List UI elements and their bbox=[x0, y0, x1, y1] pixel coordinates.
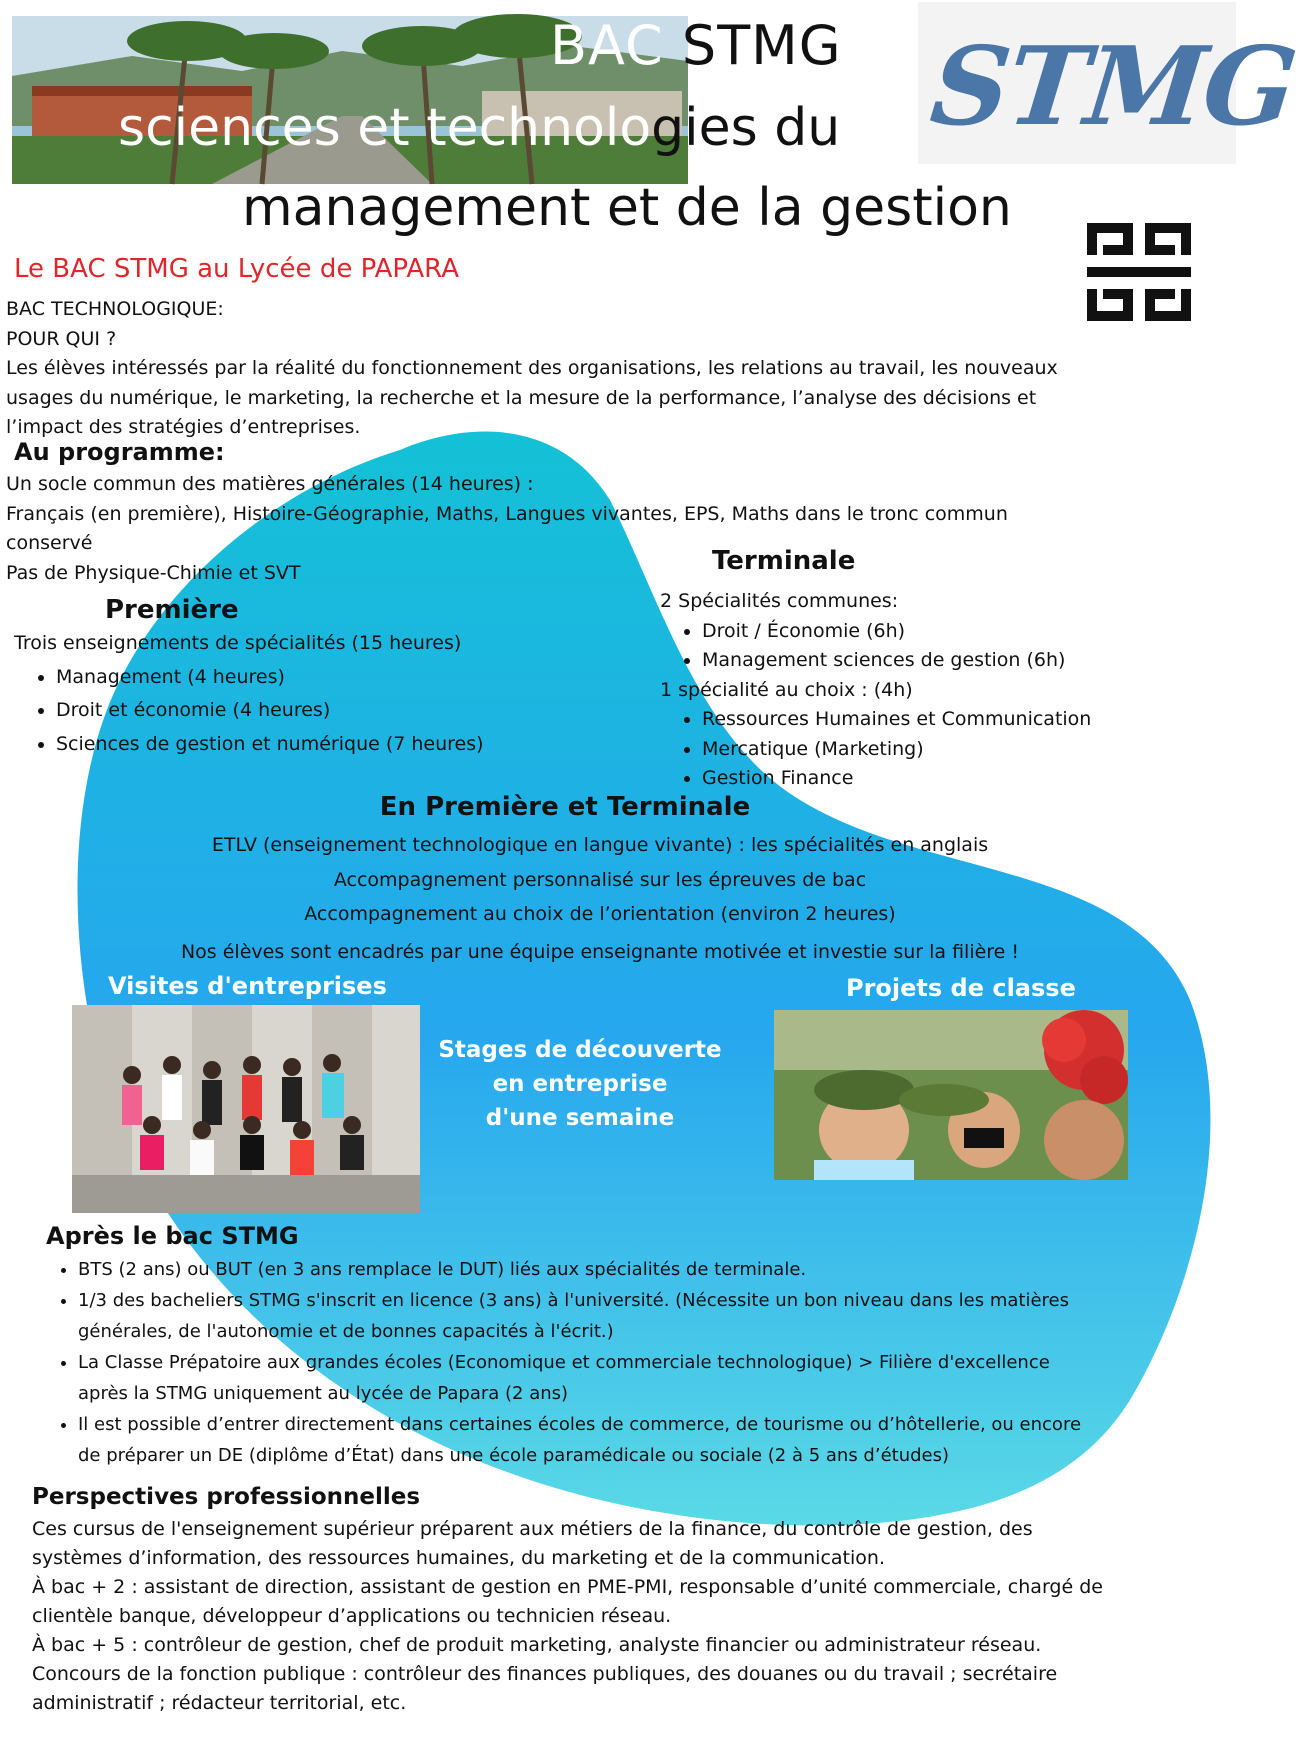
projects-heading: Projets de classe bbox=[846, 974, 1076, 1002]
after-heading: Après le bac STMG bbox=[46, 1222, 299, 1250]
programme-heading: Au programme: bbox=[14, 438, 225, 466]
after-item: • BTS (2 ans) ou BUT (en 3 ans remplace le DUT) liés aux spécialités de terminale. bbox=[78, 1254, 1222, 1285]
terminale-choice-label: 1 spécialité au choix : (4h) bbox=[660, 678, 913, 701]
premiere-item: • Sciences de gestion et numérique (7 heures) bbox=[56, 728, 574, 762]
perspectives-block bbox=[32, 1515, 1232, 1718]
after-block bbox=[52, 1254, 1222, 1471]
pour-qui-line: POUR QUI ? bbox=[6, 327, 117, 350]
stages-line: en entreprise bbox=[492, 1071, 668, 1097]
premiere-block bbox=[14, 627, 574, 761]
terminale-heading: Terminale bbox=[712, 546, 856, 576]
both-years-heading: En Première et Terminale bbox=[379, 792, 751, 822]
intro-block bbox=[6, 295, 1226, 443]
premiere-intro: Trois enseignements de spécialités (15 heures) bbox=[14, 632, 462, 654]
intro-paragraph-line: usages du numérique, le marketing, la recherche et la mesure de la performance, l’analyse des décisions et bbox=[6, 386, 1037, 409]
both-years-block bbox=[100, 828, 1100, 969]
both-years-line: ETLV (enseignement technologique en langue vivante) : les spécialités en anglais bbox=[211, 834, 989, 856]
stages-line: Stages de découverte bbox=[438, 1037, 722, 1063]
perspectives-line: clientèle banque, développeur d’applications ou technicien réseau. bbox=[32, 1605, 672, 1627]
intro-paragraph-line: l’impact des stratégies d’entreprises. bbox=[6, 416, 361, 438]
both-years-line: Accompagnement au choix de l’orientation (environ 2 heures) bbox=[304, 903, 896, 925]
terminale-choice-item: • Gestion Finance bbox=[702, 764, 1220, 794]
stmg-logo-text: STMG bbox=[925, 24, 1301, 150]
stages-text bbox=[430, 1033, 730, 1135]
stmg-logo bbox=[918, 2, 1301, 164]
perspectives-line: administratif ; rédacteur territorial, etc. bbox=[32, 1692, 407, 1714]
title-line-2: sciences et technologies du bbox=[118, 98, 841, 158]
programme-line: Pas de Physique-Chimie et SVT bbox=[6, 561, 301, 584]
class-project-photo bbox=[774, 1010, 1128, 1180]
terminale-common-item: • Droit / Économie (6h) bbox=[702, 617, 1220, 647]
premiere-item: • Droit et économie (4 heures) bbox=[56, 694, 574, 728]
perspectives-line: À bac + 5 : contrôleur de gestion, chef de produit marketing, analyste financier ou administrateur réseau. bbox=[32, 1634, 1042, 1656]
terminale-choice-item: • Mercatique (Marketing) bbox=[702, 735, 1220, 765]
after-item: • 1/3 des bacheliers STMG s'inscrit en licence (3 ans) à l'université. (Nécessite un bon niveau dans les matières générales, de l'autonomie et de bonnes capacités à l'écrit.) bbox=[78, 1285, 1222, 1347]
premiere-heading: Première bbox=[105, 595, 239, 625]
lycee-subtitle: Le BAC STMG au Lycée de PAPARA bbox=[14, 254, 459, 284]
both-years-line: Nos élèves sont encadrés par une équipe enseignante motivée et investie sur la filière ! bbox=[180, 940, 1020, 963]
terminale-choice-item: • Ressources Humaines et Communication bbox=[702, 705, 1220, 735]
perspectives-line: systèmes d’information, des ressources humaines, du marketing et de la communication. bbox=[32, 1547, 885, 1569]
bac-type-line: BAC TECHNOLOGIQUE: bbox=[6, 298, 224, 320]
title-line-1: BAC STMG bbox=[550, 14, 842, 77]
after-item: • La Classe Prépatoire aux grandes écoles (Economique et commerciale technologique) > Filière d'excellence après la STMG uniquement au lycée de Papara (2 ans) bbox=[78, 1347, 1222, 1409]
terminale-common-item: • Management sciences de gestion (6h) bbox=[702, 646, 1220, 676]
terminale-common-label: 2 Spécialités communes: bbox=[660, 590, 899, 612]
premiere-item: • Management (4 heures) bbox=[56, 661, 574, 695]
programme-line: conservé bbox=[6, 532, 93, 554]
after-item: • Il est possible d’entrer directement dans certaines écoles de commerce, de tourisme ou d’hôtellerie, ou encore de préparer un DE (diplôme d’État) dans une école paramédicale ou sociale (2 à 5 ans d’études) bbox=[78, 1409, 1222, 1471]
both-years-line: Accompagnement personnalisé sur les épreuves de bac bbox=[333, 868, 867, 891]
perspectives-line: Concours de la fonction publique : contrôleur des finances publiques, des douanes ou du travail ; secrétaire bbox=[32, 1663, 1058, 1685]
programme-line: Un socle commun des matières générales (14 heures) : bbox=[6, 473, 534, 495]
perspectives-line: Ces cursus de l'enseignement supérieur préparent aux métiers de la finance, du contrôle de gestion, des bbox=[32, 1518, 1033, 1540]
programme-block bbox=[6, 470, 1226, 588]
visits-heading: Visites d'entreprises bbox=[108, 972, 387, 1000]
perspectives-line: À bac + 2 : assistant de direction, assistant de gestion en PME-PMI, responsable d’unité commerciale, chargé de bbox=[32, 1576, 1103, 1598]
stages-line: d'une semaine bbox=[485, 1105, 675, 1131]
programme-line: Français (en première), Histoire-Géographie, Maths, Langues vivantes, EPS, Maths dans le tronc commun bbox=[6, 502, 1008, 525]
company-visit-photo bbox=[72, 1005, 420, 1213]
terminale-block bbox=[660, 587, 1220, 794]
intro-paragraph-line: Les élèves intéressés par la réalité du fonctionnement des organisations, les relations au travail, les nouveaux bbox=[6, 357, 1058, 379]
perspectives-heading: Perspectives professionnelles bbox=[32, 1484, 421, 1510]
title-line-3: management et de la gestion bbox=[242, 178, 1012, 238]
